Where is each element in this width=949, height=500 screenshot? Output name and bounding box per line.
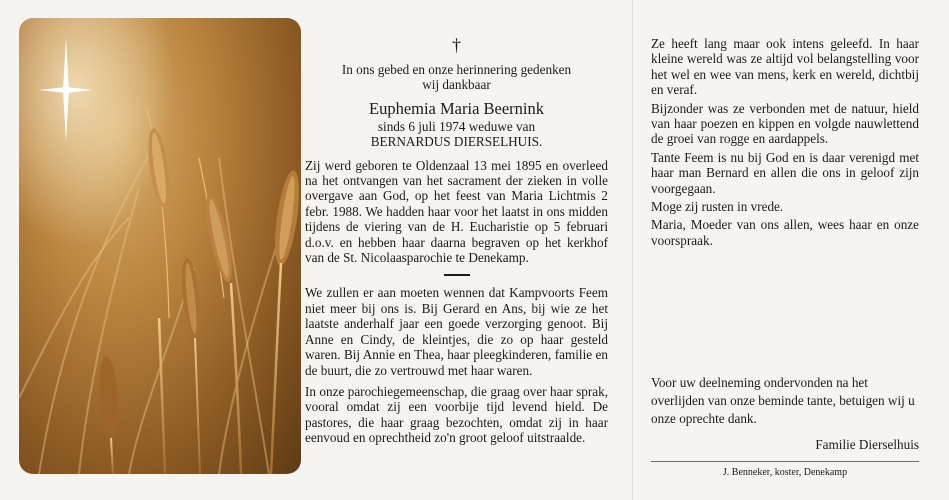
biography-paragraph: Zij werd geboren te Oldenzaal 13 mei 1895 en overleed na het ontvangen van het sacrament der zieken in volle overgave aan God, op het feest van Maria Lichtmis 2 febr. 1988. We hadden haar voor het laatst in ons midden tijdens de viering van de H. Eucharistie op 5 februari d.o.v. en hebben haar daarna begraven op het kerkhof van de St. Nicolaasparochie te Denekamp. <box>305 157 608 266</box>
intro-line-2: wij dankbaar <box>422 77 491 93</box>
wheat-image <box>19 18 301 474</box>
right-column <box>651 36 919 248</box>
intro-line-1: In ons gebed en onze herinnering gedenken <box>341 62 572 77</box>
life-paragraph: Ze heeft lang maar ook intens geleefd. In haar kleine wereld was ze altijd vol belangstelling voor het wel en wee van mens, kerk en wereld, dichtbij en veraf. <box>651 36 919 98</box>
deceased-name: Euphemia Maria Beernink <box>368 98 545 118</box>
husband-name: BERNARDUS DIERSELHUIS. <box>370 134 543 150</box>
reunion-paragraph: Tante Feem is nu bij God en is daar verenigd met haar man Bernard en allen die ons in geloof zijn voorgegaan. <box>651 149 919 196</box>
prayer-paragraph: Maria, Moeder van ons allen, wees haar en onze voorspraak. <box>651 217 919 248</box>
printer-rule <box>651 461 919 462</box>
rest-in-peace-line: Moge zij rusten in vrede. <box>651 199 784 215</box>
middle-column <box>305 36 608 446</box>
family-signature: Familie Dierselhuis <box>815 437 919 452</box>
nature-paragraph: Bijzonder was ze verbonden met de natuur, hield van haar poezen en kippen en volgde nauwlettend de groei van rogge en aardappels. <box>651 100 919 147</box>
thanks-paragraph <box>651 374 919 428</box>
family-paragraph: We zullen er aan moeten wennen dat Kampvoorts Feem niet meer bij ons is. Bij Gerard en Ans, bij wie ze het laatste anderhalf jaar een goede verzorging genoot. Bij Anne en Cindy, de kleintjes, die zo op haar gesteld waren. Bij Annie en Thea, haar pleegkinderen, familie en de buurt, die zo vertrouwd met haar waren. <box>305 285 608 378</box>
cross-symbol: † <box>452 35 461 55</box>
widow-line: sinds 6 juli 1974 weduwe van <box>377 118 536 134</box>
printer-credit: J. Benneker, koster, Denekamp <box>722 467 848 478</box>
parish-paragraph: In onze parochiegemeenschap, die graag over haar sprak, vooral omdat zij een voorbije tijd levend hield. De pastores, die haar graag bezochten, omdat zij in haar eenvoud en oprechtheid zo'n groot geloof uitstraalde. <box>305 383 608 446</box>
wheat-photo <box>19 18 301 474</box>
fold-line <box>632 0 633 500</box>
thanks-text: Voor uw deelneming ondervonden na het overlijden van onze beminde tante, betuigen wij u onze oprechte dank. <box>651 375 915 426</box>
section-dash <box>444 274 470 276</box>
